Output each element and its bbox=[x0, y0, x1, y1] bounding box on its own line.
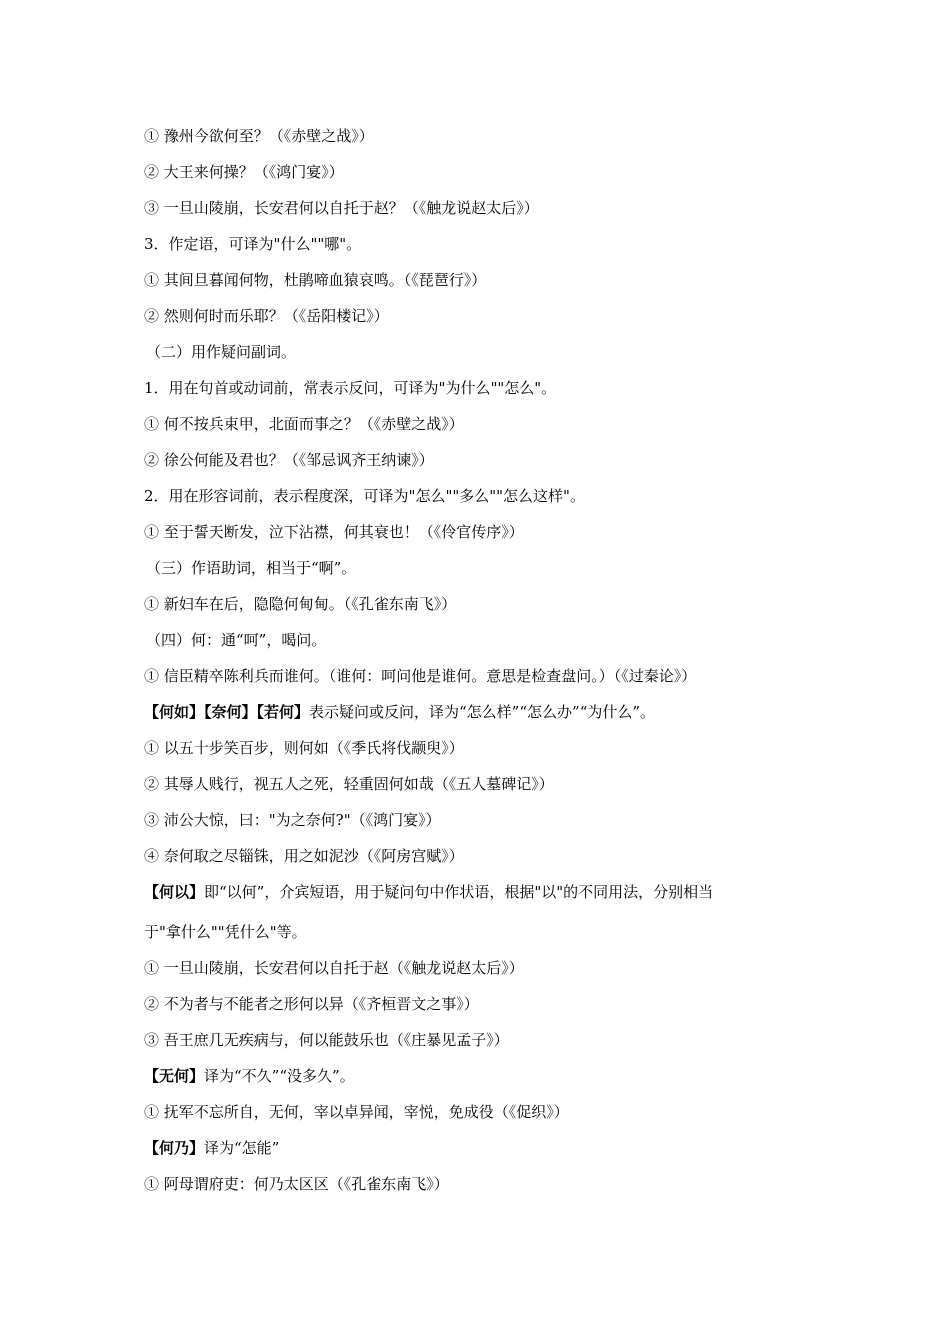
example-line: ③ 吾王庶几无疾病与，何以能鼓乐也（《庄暴见孟子》） bbox=[144, 1031, 509, 1049]
term-label: 【何乃】 bbox=[144, 1139, 205, 1157]
term-entry bbox=[144, 1138, 279, 1158]
example-line: ② 其辱人贱行，视五人之死，轻重固何如哉（《五人墓碑记》） bbox=[144, 775, 554, 793]
example-line: ① 一旦山陵崩，长安君何以自托于赵（《触龙说赵太后》） bbox=[144, 959, 524, 977]
example-line: ② 然则何时而乐耶？（《岳阳楼记》） bbox=[144, 307, 389, 325]
example-line: ① 至于誓天断发，泣下沾襟，何其衰也！（《伶官传序》） bbox=[144, 523, 524, 541]
example-line: ③ 一旦山陵崩，长安君何以自托于赵？（《触龙说赵太后》） bbox=[144, 199, 539, 217]
example-line: ① 信臣精卒陈利兵而谁何。（谁何：呵问他是谁何。意思是检查盘问。）（《过秦论》） bbox=[144, 667, 697, 685]
example-line: ① 新妇车在后，隐隐何甸甸。（《孔雀东南飞》） bbox=[144, 595, 457, 613]
example-line: ① 何不按兵束甲，北面而事之？（《赤壁之战》） bbox=[144, 415, 464, 433]
term-label: 【何如】【奈何】【若何】 bbox=[144, 703, 310, 721]
term-definition: 译为“不久”“没多久”。 bbox=[204, 1067, 355, 1085]
term-definition: 即“以何”，介宾短语，用于疑问句中作状语，根据"以"的不同用法，分别相当 bbox=[204, 883, 714, 901]
example-line: ③ 沛公大惊，曰："为之奈何?"（《鸿门宴》） bbox=[144, 811, 441, 829]
example-line: ② 大王来何操？（《鸿门宴》） bbox=[144, 163, 344, 181]
example-line: ④ 奈何取之尽锱铢，用之如泥沙（《阿房宫赋》） bbox=[144, 847, 464, 865]
example-line: ① 阿母谓府吏：何乃太区区（《孔雀东南飞》） bbox=[144, 1175, 449, 1193]
term-definition-continuation: 于"拿什么""凭什么"等。 bbox=[144, 923, 307, 941]
example-line: ① 以五十步笑百步，则何如（《季氏将伐颛臾》） bbox=[144, 739, 464, 757]
term-definition: 表示疑问或反问，译为“怎么样”“怎么办”“为什么”。 bbox=[309, 703, 656, 721]
example-line: ① 豫州今欲何至？（《赤壁之战》） bbox=[144, 127, 374, 145]
term-entry bbox=[144, 1066, 355, 1086]
example-line: ① 其间旦暮闻何物，杜鹃啼血猿哀鸣。（《琵琶行》） bbox=[144, 271, 487, 289]
example-line: ② 徐公何能及君也？（《邹忌讽齐王纳谏》） bbox=[144, 451, 434, 469]
section-heading: （二）用作疑问副词。 bbox=[146, 343, 297, 361]
rule-line: 1．用在句首或动词前，常表示反问，可译为"为什么""怎么"。 bbox=[144, 379, 557, 397]
section-heading: （四）何：通“呵”，喝问。 bbox=[146, 631, 327, 649]
term-label: 【何以】 bbox=[144, 883, 205, 901]
rule-line: 3．作定语，可译为"什么""哪"。 bbox=[144, 235, 362, 253]
rule-line: 2．用在形容词前，表示程度深，可译为"怎么""多么""怎么这样"。 bbox=[144, 487, 585, 505]
term-definition: 译为“怎能” bbox=[204, 1139, 280, 1157]
term-label: 【无何】 bbox=[144, 1067, 205, 1085]
term-entry bbox=[144, 882, 713, 902]
term-entry bbox=[144, 702, 655, 722]
section-heading: （三）作语助词，相当于“啊”。 bbox=[146, 559, 357, 577]
example-line: ① 抚军不忘所自，无何，宰以卓异闻，宰悦，免成役（《促织》） bbox=[144, 1103, 569, 1121]
example-line: ② 不为者与不能者之形何以异（《齐桓晋文之事》） bbox=[144, 995, 479, 1013]
